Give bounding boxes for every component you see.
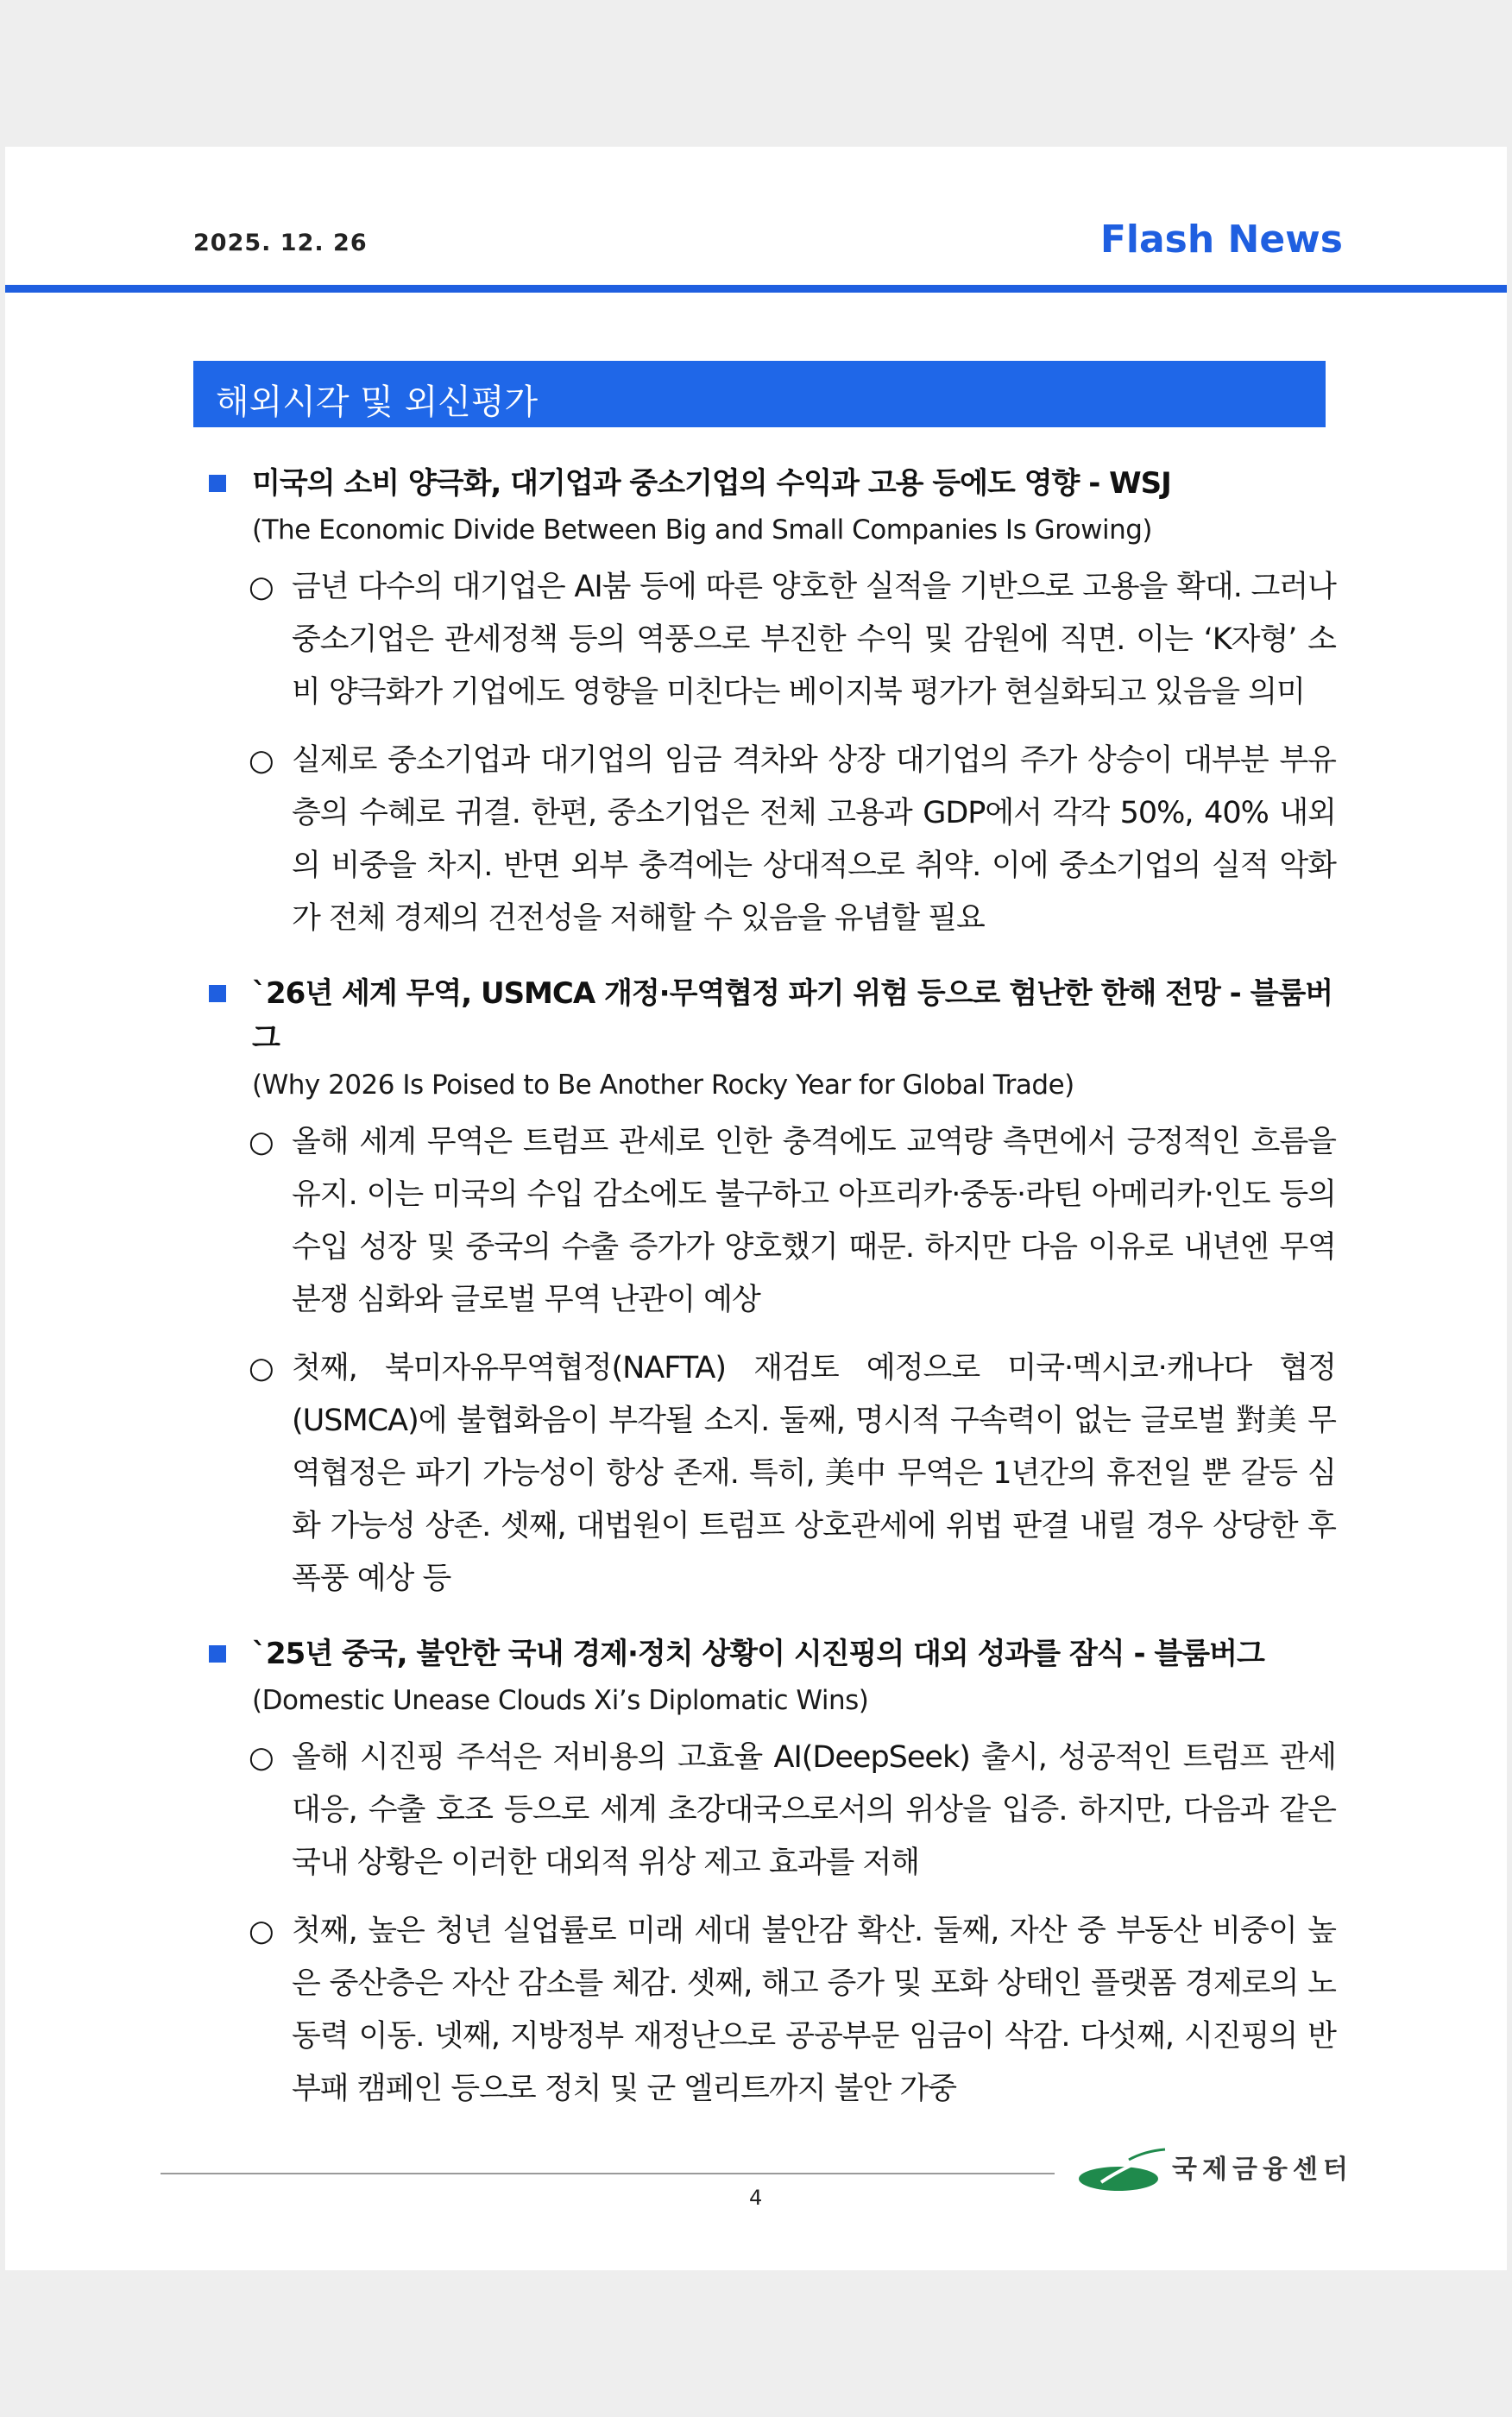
bullet-point: [205, 1905, 1336, 2116]
bullet-point: [205, 1732, 1336, 1890]
page-number: 4: [749, 2186, 763, 2210]
bullet-point: [205, 561, 1336, 719]
bullet-point: [205, 735, 1336, 945]
content-body: [205, 461, 1336, 2142]
circle-bullet-icon: ○: [249, 743, 274, 778]
section-bar: [193, 361, 1326, 427]
square-bullet-icon: [209, 985, 226, 1002]
topic-subtitle: (Why 2026 Is Poised to Be Another Rocky Year for Global Trade): [252, 1070, 1074, 1101]
footer-rule: [161, 2173, 1055, 2174]
bullet-text: 올해 시진핑 주석은 저비용의 고효율 AI(DeepSeek) 출시, 성공적인 트럼프 관세 대응, 수출 호조 등으로 세계 초강대국으로서의 위상을 입증. 하지만, 다음과 같은 국내 상황은 이러한 대외적 위상 제고 효과를 저해: [292, 1740, 1336, 1880]
header-rule: [5, 285, 1507, 293]
bullet-point: [205, 1342, 1336, 1606]
topic-heading: [205, 971, 1336, 1061]
bullet-text: 금년 다수의 대기업은 AI붐 등에 따른 양호한 실적을 기반으로 고용을 확대. 그러나 중소기업은 관세정책 등의 역풍으로 부진한 수익 및 감원에 직면. 이는 ‘K자형’ 소비 양극화가 기업에도 영향을 미친다는 베이지북 평가가 현실화되고 있음을 의미: [292, 570, 1336, 710]
square-bullet-icon: [209, 475, 226, 492]
square-bullet-icon: [209, 1645, 226, 1663]
section-title: 해외시각 및 외신평가: [216, 382, 539, 422]
topic-title: `26년 세계 무역, USMCA 개정·무역협정 파기 위험 등으로 험난한 한해 전망 - 블룸버그: [252, 976, 1333, 1056]
topic: [205, 1631, 1336, 2116]
bullet-text: 실제로 중소기업과 대기업의 임금 격차와 상장 대기업의 주가 상승이 대부분 부유층의 수혜로 귀결. 한편, 중소기업은 전체 고용과 GDP에서 각각 50%, 40% 내외의 비중을 차지. 반면 외부 충격에는 상대적으로 취약. 이에 중소기업의 실적 악화가 전체 경제의 건전성을 저해할 수 있음을 유념할 필요: [292, 743, 1336, 936]
topic-heading: [205, 461, 1336, 506]
topic-subtitle: (The Economic Divide Between Big and Small Companies Is Growing): [252, 514, 1153, 546]
bullet-text: 첫째, 북미자유무역협정(NAFTA) 재검토 예정으로 미국·멕시코·캐나다 협정(USMCA)에 불협화음이 부각될 소지. 둘째, 명시적 구속력이 없는 글로벌 對美 무역협정은 파기 가능성이 항상 존재. 특히, 美中 무역은 1년간의 휴전일 뿐 갈등 심화 가능성 상존. 셋째, 대법원이 트럼프 상호관세에 위법 판결 내릴 경우 상당한 후폭풍 예상 등: [292, 1351, 1336, 1596]
circle-bullet-icon: ○: [249, 1740, 274, 1775]
topic-title: `25년 중국, 불안한 국내 경제·정치 상황이 시진핑의 대외 성과를 잠식 - 블룸버그: [252, 1637, 1264, 1671]
bullet-text: 올해 세계 무역은 트럼프 관세로 인한 충격에도 교역량 측면에서 긍정적인 흐름을 유지. 이는 미국의 수입 감소에도 불구하고 아프리카·중동·라틴 아메리카·인도 등의 수입 성장 및 중국의 수출 증가가 양호했기 때문. 하지만 다음 이유로 내년엔 무역 분쟁 심화와 글로벌 무역 난관이 예상: [292, 1125, 1336, 1317]
kcif-logo-icon: [1075, 2148, 1170, 2196]
bullet-text: 첫째, 높은 청년 실업률로 미래 세대 불안감 확산. 둘째, 자산 중 부동산 비중이 높은 중산층은 자산 감소를 체감. 셋째, 해고 증가 및 포화 상태인 플랫폼 경제로의 노동력 이동. 넷째, 지방정부 재정난으로 공공부문 임금이 삭감. 다섯째, 시진핑의 반부패 캠페인 등으로 정치 및 군 엘리트까지 불안 가중: [292, 1914, 1336, 2106]
document-page: [5, 147, 1507, 2270]
brand-title: Flash News: [1099, 218, 1343, 262]
topic: [205, 461, 1336, 945]
bullet-point: [205, 1116, 1336, 1327]
report-date: 2025. 12. 26: [193, 230, 368, 256]
circle-bullet-icon: ○: [249, 1125, 274, 1159]
topic-heading: [205, 1631, 1336, 1676]
org-name: 국제금융센터: [1172, 2155, 1353, 2185]
circle-bullet-icon: ○: [249, 1351, 274, 1385]
topic: [205, 971, 1336, 1606]
topic-subtitle: (Domestic Unease Clouds Xi’s Diplomatic Wins): [252, 1685, 869, 1716]
topic-title: 미국의 소비 양극화, 대기업과 중소기업의 수익과 고용 등에도 영향 - WSJ: [252, 466, 1171, 501]
circle-bullet-icon: ○: [249, 570, 274, 604]
circle-bullet-icon: ○: [249, 1914, 274, 1948]
